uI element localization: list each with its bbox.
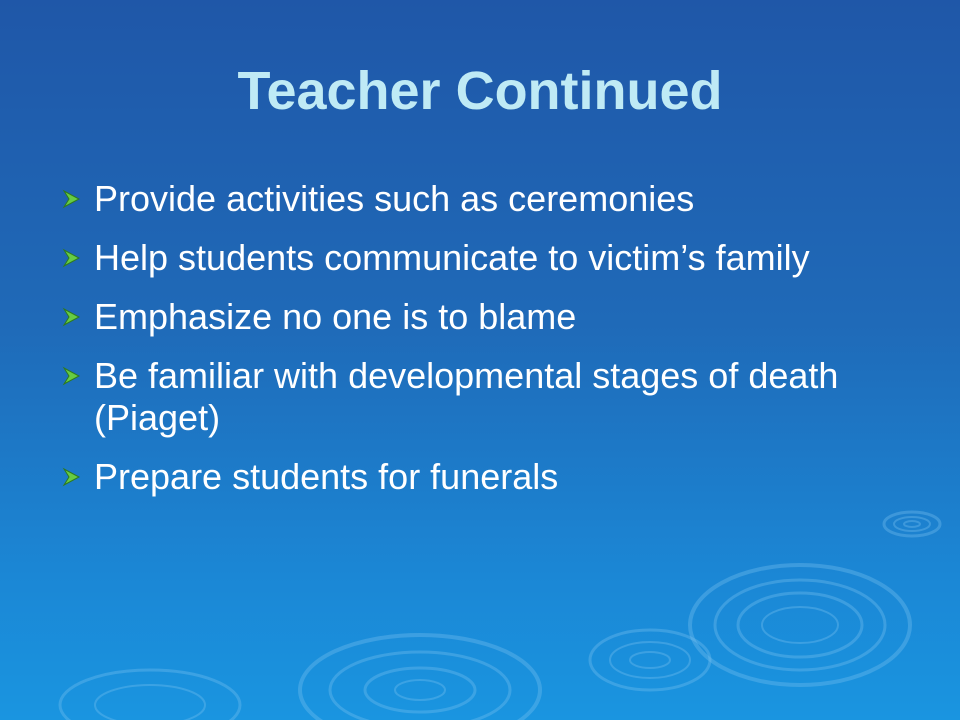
bullet-item (58, 355, 918, 439)
bullet-text: Provide activities such as ceremonies (94, 178, 695, 219)
arrowhead-bullet-icon (62, 307, 82, 327)
bullet-list (58, 178, 918, 515)
arrowhead-bullet-icon (62, 189, 82, 209)
bullet-item (58, 237, 918, 279)
bullet-text: Help students communicate to victim’s family (94, 237, 810, 278)
arrowhead-bullet-icon (62, 467, 82, 487)
bullet-item (58, 456, 918, 498)
bullet-item (58, 178, 918, 220)
bullet-item (58, 296, 918, 338)
arrowhead-bullet-icon (62, 248, 82, 268)
slide-title: Teacher Continued (237, 61, 723, 121)
bullet-text: Prepare students for funerals (94, 456, 559, 497)
bullet-text: Emphasize no one is to blame (94, 296, 577, 337)
bullet-text: Be familiar with developmental stages of death (Piaget) (94, 355, 839, 438)
arrowhead-bullet-icon (62, 366, 82, 386)
